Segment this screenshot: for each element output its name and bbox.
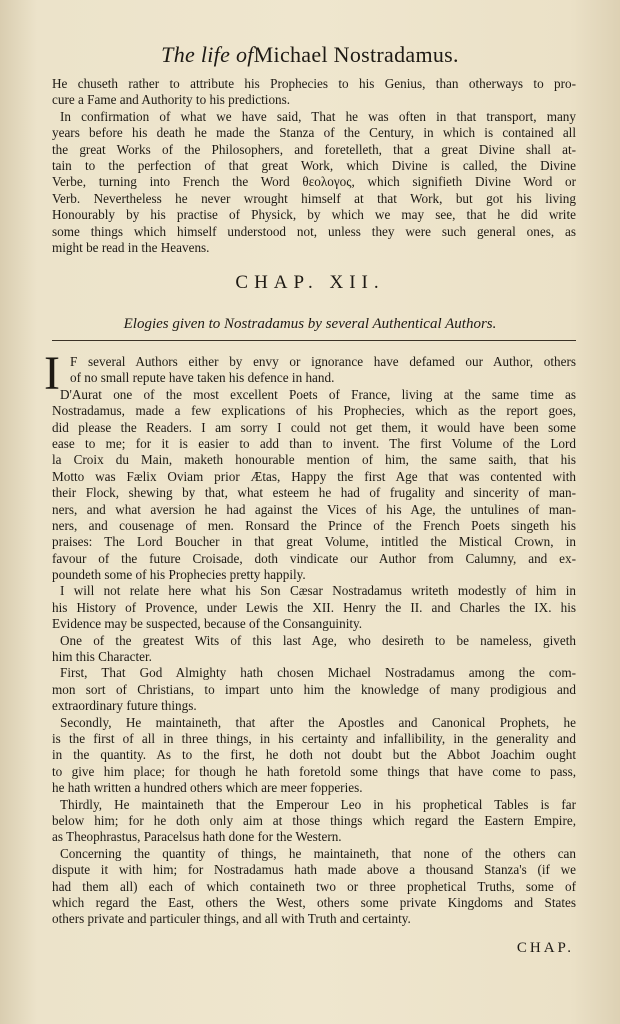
text-line: might be read in the Heavens. bbox=[52, 239, 210, 255]
text-line: One of the greatest Wits of this last Age, who desireth to be nameless, giveth bbox=[60, 632, 576, 648]
text-line: Motto was Fælix Oviam prior Ætas, Happy the first Age that was contented with bbox=[52, 468, 576, 484]
text-line: cure a Fame and Authority to his predictions. bbox=[52, 92, 291, 108]
text-line: years before his death he made the Stanza of the Century, in which is contained all bbox=[52, 125, 576, 141]
text-line: Secondly, He maintaineth, that after the Apostles and Canonical Prophets, he bbox=[60, 714, 576, 730]
text-line: D'Aurat one of the most excellent Poets of France, living at the same time as bbox=[60, 386, 576, 402]
text-line: In confirmation of what we have said, That he was often in that transport, many bbox=[60, 108, 576, 124]
text-line: Concerning the quantity of things, he maintaineth, that none of the others can bbox=[60, 845, 576, 861]
text-line: ners, and what aversion he had against the Vices of his Age, the untulines of man- bbox=[52, 501, 576, 517]
text-line: Verb. Nevertheless he never wrought himself at that Work, but got his living bbox=[52, 190, 576, 206]
text-line: him this Character. bbox=[52, 649, 152, 665]
text-line: as Theophrastus, Paracelsus hath done for the Western. bbox=[52, 829, 342, 845]
text-line: First, That God Almighty hath chosen Michael Nostradamus among the com- bbox=[60, 665, 576, 681]
text-line: of no small repute have taken his defence in hand. bbox=[70, 370, 335, 386]
text-line: poundeth some of his Prophecies pretty happily. bbox=[52, 567, 306, 583]
text-line: he hath written a hundred others which are meer fopperies. bbox=[52, 780, 363, 796]
intro-paragraph bbox=[52, 76, 576, 256]
text-line: Verbe, turning into French the Word θεολογος, which signifieth Divine Word or bbox=[52, 174, 576, 190]
text-line: did please the Readers. I am sorry I could not get them, it would have been some bbox=[52, 419, 576, 435]
text-line: in the quantity. As to the first, he doth not doubt but the Abbot Joachim ought bbox=[52, 747, 576, 763]
text-line: his History of Provence, under Lewis the XII. Henry the II. and Charles the IX. his bbox=[52, 599, 576, 615]
text-line: ease to me; for it is easier to add than to invent. The first Volume of the Lord bbox=[52, 435, 576, 451]
text-line: others private and particuler things, and all with Truth and certainty. bbox=[52, 911, 411, 927]
text-line: is the first of all in three things, in his certainty and infallibility, in the generality and bbox=[52, 730, 576, 746]
text-line: ners, and cousenage of men. Ronsard the Prince of the French Poets singeth his bbox=[52, 517, 576, 533]
running-head bbox=[0, 42, 620, 68]
text-line: Evidence may be suspected, because of the Consanguinity. bbox=[52, 616, 363, 632]
text-line: tain to the perfection of that great Work, which Divine is called, the Divine bbox=[52, 157, 576, 173]
text-line: favour of the future Croisade, doth vindicate our Author from Calumny, and ex- bbox=[52, 550, 576, 566]
text-line: Nostradamus, made a few explications of his Prophecies, which as the report goes, bbox=[52, 403, 576, 419]
text-line: the great Works of the Philosophers, and foretelleth, that a great Divine shall at- bbox=[52, 141, 576, 157]
text-line: to give him place; for though he hath foretold some things that have come to pass, bbox=[52, 763, 576, 779]
text-line: la Croix du Main, maketh honourable mention of him, the same saith, that his bbox=[52, 452, 576, 468]
text-line: below him; for he doth only aim at those things which regard the Eastern Empire, bbox=[52, 812, 576, 828]
section-title: Elogies given to Nostradamus by several Authentical Authors. bbox=[123, 316, 497, 332]
text-line: Honourably by his practise of Physick, by which we may see, that he did write bbox=[52, 207, 576, 223]
chapter-body bbox=[52, 354, 576, 928]
text-line: He chuseth rather to attribute his Prophecies to his Genius, than otherways to pro- bbox=[52, 76, 576, 91]
text-line: extraordinary future things. bbox=[52, 698, 197, 714]
chapter-title: CHAP. XII. bbox=[235, 272, 385, 293]
text-line: Thirdly, He maintaineth that the Emperour Leo in his prophetical Tables is far bbox=[60, 796, 576, 812]
text-line: their Flock, shewing by that, what esteem he had of frugality and sincerity of man- bbox=[52, 485, 576, 501]
section-rule bbox=[52, 340, 576, 341]
running-head-roman: Michael Nostradamus. bbox=[253, 42, 459, 67]
text-line: which regard the East, others the West, others some private Kingdoms and States bbox=[52, 894, 576, 910]
text-line: mon sort of Christians, to impart unto him the knowledge of many prodigious and bbox=[52, 681, 576, 697]
text-line: dispute it with him; for Nostradamus hath made above a thousand Stanza's (if we bbox=[52, 862, 576, 878]
catchword: CHAP. bbox=[516, 940, 574, 956]
text-line: praises: The Lord Boucher in that great Volume, intitled the Mistical Crown, in bbox=[52, 534, 576, 550]
text-line: I will not relate here what his Son Cæsar Nostradamus writeth modestly of him in bbox=[60, 583, 576, 599]
drop-capital: I bbox=[44, 347, 60, 400]
running-head-italic: The life of bbox=[161, 42, 254, 67]
text-line: had them all) each of which containeth two or three prophetical Truths, some of bbox=[52, 878, 576, 894]
text-line: some things which himself understood not, unless they were such general ones, as bbox=[52, 223, 576, 239]
text-line: F several Authors either by envy or ignorance have defamed our Author, others bbox=[70, 354, 576, 369]
